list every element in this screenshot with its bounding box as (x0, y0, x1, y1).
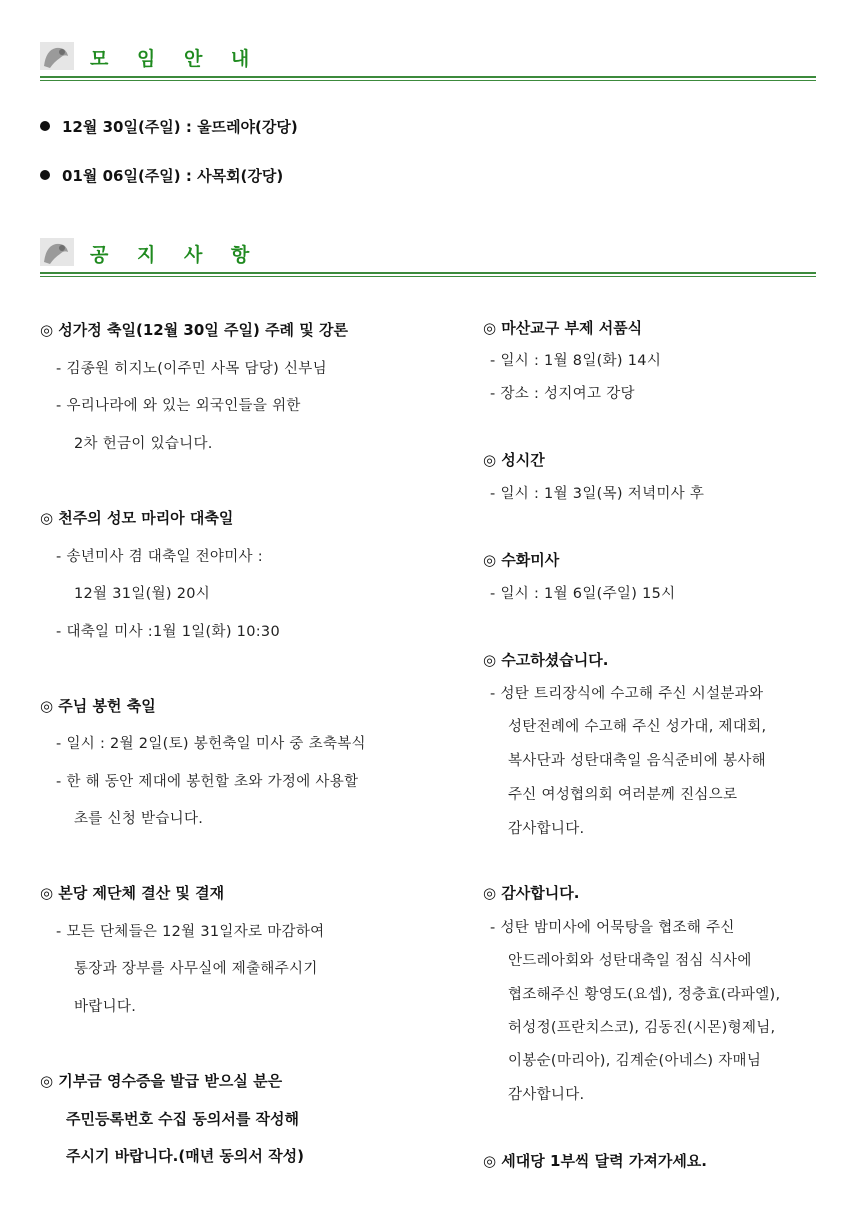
notice-text: - 한 해 동안 제대에 봉헌할 초와 가정에 사용할 (56, 774, 359, 790)
notice-heading: 주민등록번호 수집 동의서를 작성해 (66, 1110, 300, 1128)
notice-text: - 우리나라에 와 있는 외국인들을 위한 (56, 398, 301, 414)
notice-text: - 모든 단체들은 12월 31일자로 마감하여 (56, 924, 325, 940)
notice-text: - 대축일 미사 :1월 1일(화) 10:30 (56, 624, 280, 640)
notice-heading: ◎ 마산교구 부제 서품식 (483, 319, 643, 337)
notice-text: 주신 여성협의회 여러분께 진심으로 (508, 787, 738, 803)
notice-heading: 주시기 바랍니다.(매년 동의서 작성) (66, 1147, 304, 1165)
notice-heading: ◎ 감사합니다. (483, 884, 580, 902)
decorative-thumb-icon (40, 42, 74, 70)
notice-heading: ◎ 성가정 축일(12월 30일 주일) 주례 및 강론 (40, 321, 348, 339)
decorative-thumb-icon (40, 238, 74, 266)
notice-heading: ◎ 주님 봉헌 축일 (40, 697, 156, 715)
notice-text: 감사합니다. (508, 821, 585, 837)
notice-text: 이봉순(마리아), 김계순(아네스) 자매님 (508, 1053, 762, 1069)
notice-text: 12월 31일(월) 20시 (74, 586, 211, 602)
notice-heading: ◎ 수고하셨습니다. (483, 651, 609, 669)
divider (40, 276, 816, 277)
divider (40, 80, 816, 81)
notice-text: 초를 신청 받습니다. (74, 811, 204, 827)
notice-text: 성탄전례에 수고해 주신 성가대, 제대회, (508, 719, 767, 735)
notice-text: - 장소 : 성지여고 강당 (490, 386, 635, 402)
meeting-section-header (40, 42, 816, 82)
notice-text: - 일시 : 1월 3일(목) 저녁미사 후 (490, 486, 705, 502)
bullet-icon (40, 121, 50, 131)
notice-text: - 일시 : 1월 8일(화) 14시 (490, 353, 662, 369)
notice-heading: ◎ 세대당 1부씩 달력 가져가세요. (483, 1152, 707, 1170)
notice-text: - 일시 : 2월 2일(토) 봉헌축일 미사 중 초축복식 (56, 736, 366, 752)
notice-heading: ◎ 성시간 (483, 451, 545, 469)
meeting-item: 12월 30일(주일) : 울뜨레야(강당) (40, 116, 298, 137)
notice-heading: ◎ 수화미사 (483, 551, 560, 569)
notice-heading: ◎ 본당 제단체 결산 및 결재 (40, 884, 225, 902)
notice-text: - 성탄 트리장식에 수고해 주신 시설분과와 (490, 686, 764, 702)
notice-text: - 송년미사 겸 대축일 전야미사 : (56, 549, 263, 565)
notice-heading: ◎ 천주의 성모 마리아 대축일 (40, 509, 234, 527)
notice-heading: ◎ 기부금 영수증을 발급 받으실 분은 (40, 1072, 283, 1090)
notice-section-title: 공 지 사 항 (90, 244, 261, 266)
notice-text: 협조해주신 황영도(요셉), 정충효(라파엘), (508, 987, 781, 1003)
notice-text: 안드레아회와 성탄대축일 점심 식사에 (508, 953, 752, 969)
meeting-item: 01월 06일(주일) : 사목회(강당) (40, 165, 283, 186)
bullet-icon (40, 170, 50, 180)
notice-text: 감사합니다. (508, 1087, 585, 1103)
notice-text: - 김종원 히지노(이주민 사목 담당) 신부님 (56, 361, 327, 377)
divider (40, 76, 816, 78)
notice-text: 바랍니다. (74, 999, 137, 1015)
notice-section-header (40, 238, 816, 278)
notice-text: 통장과 장부를 사무실에 제출해주시기 (74, 961, 318, 977)
notice-text: 복사단과 성탄대축일 음식준비에 봉사해 (508, 753, 766, 769)
notice-text: 2차 헌금이 있습니다. (74, 436, 213, 452)
notice-text: - 일시 : 1월 6일(주일) 15시 (490, 586, 676, 602)
divider (40, 272, 816, 274)
notice-text: - 성탄 밤미사에 어묵탕을 협조해 주신 (490, 920, 735, 936)
meeting-section-title: 모 임 안 내 (90, 48, 261, 70)
notice-text: 허성정(프란치스코), 김동진(시몬)형제님, (508, 1020, 776, 1036)
